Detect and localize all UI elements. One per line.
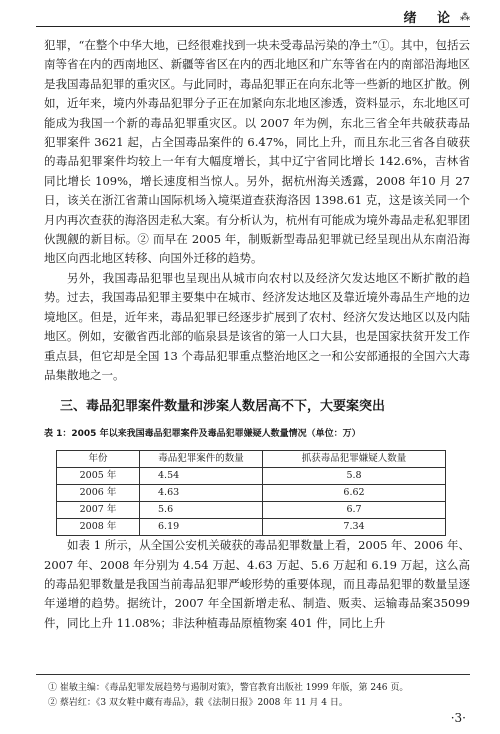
table-row [57, 502, 446, 519]
table-cell: 7.34 [263, 519, 446, 536]
table-cell: 4.63 [140, 485, 263, 502]
column-header: 抓获毒品犯罪嫌疑人数量 [263, 451, 446, 468]
running-header [36, 6, 470, 27]
table-cell: 6.19 [140, 519, 263, 536]
table-cell: 2005 年 [57, 468, 140, 485]
footnote-2: ② 蔡岩红：《3 双女鞋中藏有毒品》，载《法制日报》2008 年 11 月 4 日。 [48, 698, 348, 708]
table-row [57, 485, 446, 502]
column-header: 年份 [57, 451, 140, 468]
table-cell: 6.62 [263, 485, 446, 502]
data-table [56, 450, 446, 536]
table-cell: 2008 年 [57, 519, 140, 536]
table-cell: 6.7 [263, 502, 446, 519]
footnote-1: ① 崔敏主编：《毒品犯罪发展趋势与遏制对策》，警官教育出版社 1999 年版，第 246 页。 [48, 683, 409, 693]
table-cell: 5.6 [140, 502, 263, 519]
table-cell: 5.8 [263, 468, 446, 485]
table-caption: 表 1：2005 年以来我国毒品犯罪案件及毒品犯罪嫌疑人数量情况（单位：万） [44, 428, 361, 439]
paragraph-3: 如表 1 所示，从全国公安机关破获的毒品犯罪数量上看，2005 年、2006 年、2007 年、2008 年分别为 4.54 万起、4.63 万起、5.6 万起和 6.19 万起，这么高的毒品犯罪数量是我国当前毒品犯罪严峻形势的重要体现，而且毒品犯罪的数量呈逐年递增的趋势。据统计，2007 年全国新增走私、制造、贩卖、运输毒品案35099 件，同比上升 11.08%；非法种植毒品原植物案 401 件，同比上升 [44, 538, 470, 630]
body-text [44, 36, 470, 633]
footnotes [36, 674, 470, 711]
section-heading: 三、毒品犯罪案件数量和涉案人数居高不下，大要案突出 [60, 399, 386, 415]
column-header: 毒品犯罪案件的数量 [140, 451, 263, 468]
paragraph-1: 犯罪，“在整个中华大地，已经很难找到一块未受毒品污染的净土”①。其中，包括云南等省在内的西南地区、新疆等省区在内的西北地区和广东等省在内的南部沿海地区是我国毒品犯罪的重灾区。与此同时，毒品犯罪正在向东北等一些新的地区扩散。例如，近年来，境内外毒品犯罪分子正在加紧向东北地区渗透，资料显示，东北地区可能成为我国一个新的毒品犯罪重灾区。以 2007 年为例，东北三省全年共破获毒品犯罪案件 3621 起，占全国毒品案件的 6.47%，同比上升，而且东北三省各自破获的毒品犯罪案件均较上一年有大幅度增长，其中辽宁省同比增长 142.6%，吉林省同比增长 109%，增长速度相当惊人。另外，据杭州海关透露，2008 年10 月 27 日，该关在浙江省萧山国际机场入境渠道查获海洛因 1398.61 克，这是该关同一个月内再次查获的海洛因走私大案。有分析认为，杭州有可能成为境外毒品走私犯罪团伙觊觎的新目标。② 而早在 2005 年，制贩新型毒品犯罪就已经呈现出从东南沿海地区向西北地区转移、向国外迁移的趋势。 [44, 38, 470, 266]
table-row [57, 468, 446, 485]
table-cell: 4.54 [140, 468, 263, 485]
table-cell: 2007 年 [57, 502, 140, 519]
page-number: ·3· [450, 711, 466, 725]
paragraph-2: 另外，我国毒品犯罪也呈现出从城市向农村以及经济欠发达地区不断扩散的趋势。过去，我国毒品犯罪主要集中在城市、经济发达地区及靠近境外毒品生产地的边境地区。但是，近年来，毒品犯罪已经逐步扩展到了农村、经济欠发达地区以及内陆地区。例如，安徽省西北部的临泉县是该省的第一人口大县，也是国家扶贫开发工作重点县，但它却是全国 13 个毒品犯罪重点整治地区之一和公安部通报的全国六大毒品集散地之一。 [44, 270, 470, 382]
table-header-row [57, 451, 446, 468]
header-title: 绪 论 [403, 11, 458, 26]
table-row [57, 519, 446, 536]
table-cell: 2006 年 [57, 485, 140, 502]
triangle-ornament-icon: ⁂ [460, 12, 470, 23]
